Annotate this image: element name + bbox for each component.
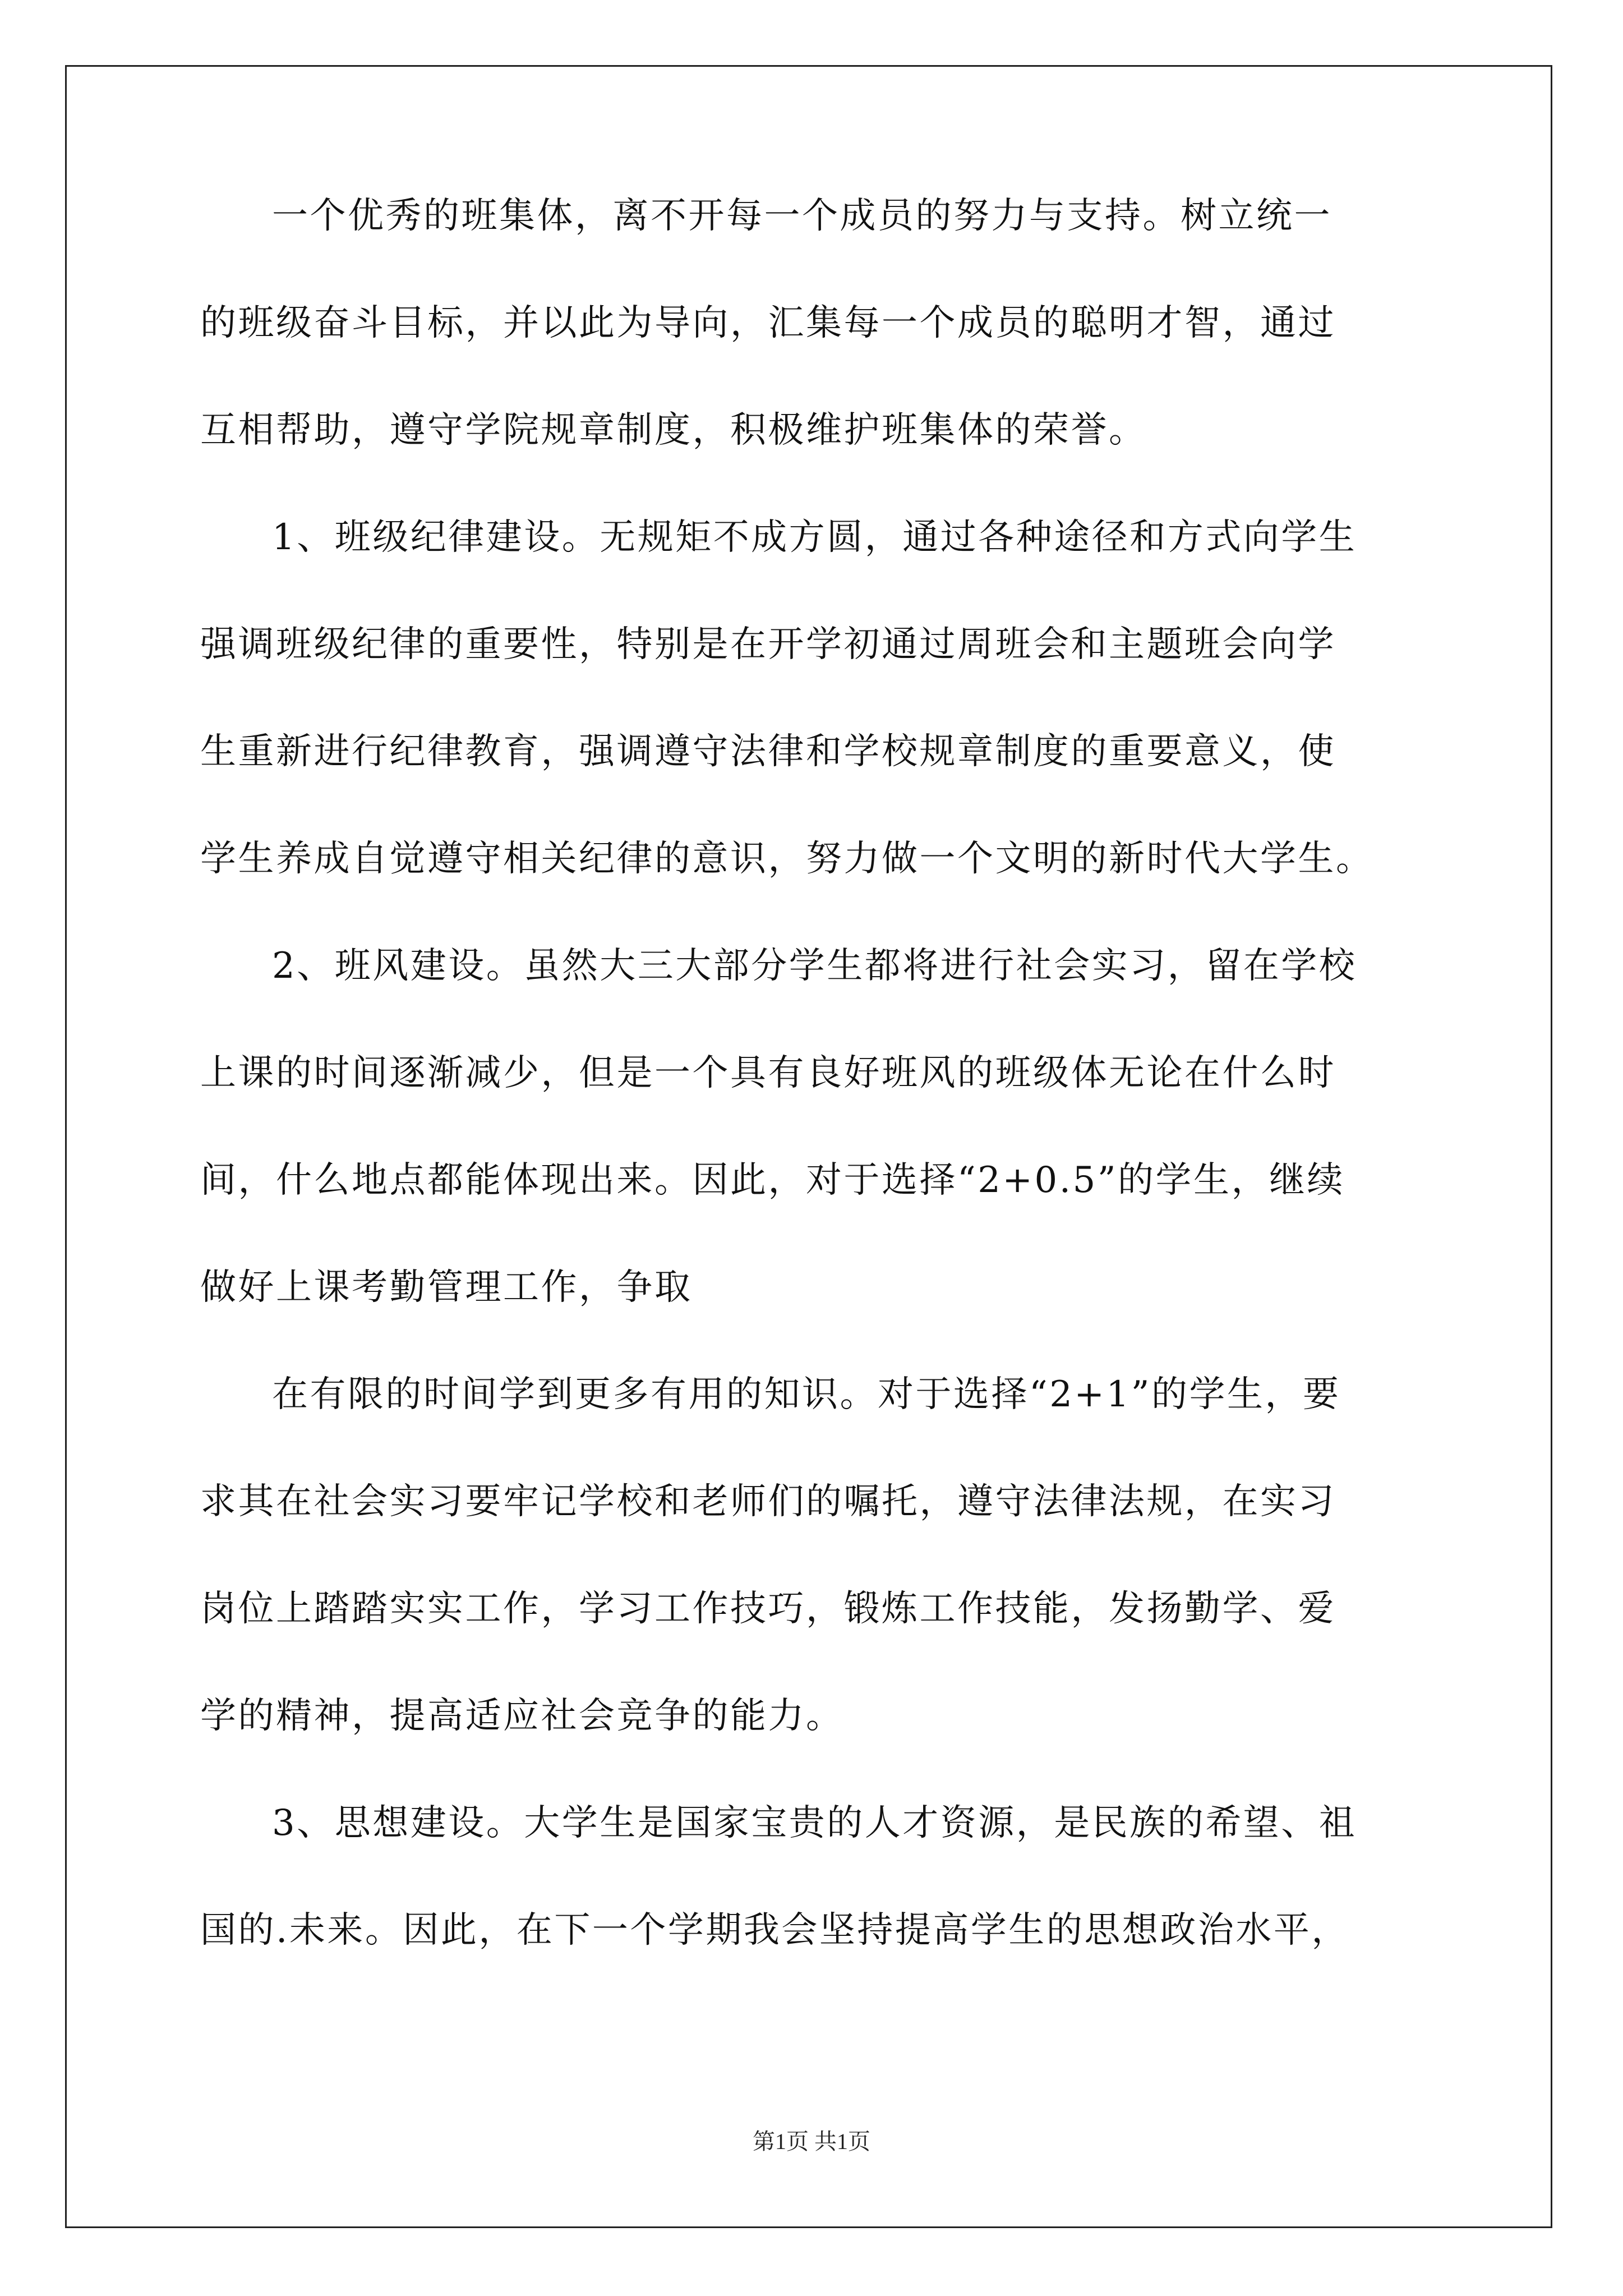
text-line: 在有限的时间学到更多有用的知识。对于选择“2+1”的学生，要 — [272, 1374, 1341, 1415]
text-line: 求其在社会实习要牢记学校和老师们的嘱托，遵守法律法规，在实习 — [200, 1481, 1336, 1522]
text-line: 国的.未来。因此，在下一个学期我会坚持提高学生的思想政治水平， — [200, 1910, 1349, 1951]
text-line: 一个优秀的班集体，离不开每一个成员的努力与支持。树立统一 — [272, 195, 1332, 237]
text-line: 学生养成自觉遵守相关纪律的意识，努力做一个文明的新时代大学生。 — [200, 838, 1374, 880]
text-line: 学的精神，提高适应社会竞争的能力。 — [200, 1695, 844, 1737]
text-line: 生重新进行纪律教育，强调遵守法律和学校规章制度的重要意义，使 — [200, 731, 1336, 772]
page-border — [65, 65, 1552, 2228]
text-line: 的班级奋斗目标，并以此为导向，汇集每一个成员的聪明才智，通过 — [200, 302, 1336, 344]
text-line: 3、思想建设。大学生是国家宝贵的人才资源，是民族的希望、祖 — [272, 1802, 1357, 1844]
page-number-footer: 第1页 共1页 — [753, 2129, 870, 2154]
text-line: 间，什么地点都能体现出来。因此，对于选择“2+0.5”的学生，继续 — [200, 1159, 1345, 1201]
text-line: 岗位上踏踏实实工作，学习工作技巧，锻炼工作技能，发扬勤学、爱 — [200, 1588, 1336, 1630]
text-line: 上课的时间逐渐减少，但是一个具有良好班风的班级体无论在什么时 — [200, 1052, 1336, 1094]
text-line: 做好上课考勤管理工作，争取 — [200, 1267, 693, 1308]
text-line: 1、班级纪律建设。无规矩不成方圆，通过各种途径和方式向学生 — [272, 517, 1357, 558]
text-line: 强调班级纪律的重要性，特别是在开学初通过周班会和主题班会向学 — [200, 624, 1336, 665]
text-line: 2、班风建设。虽然大三大部分学生都将进行社会实习，留在学校 — [272, 945, 1357, 987]
text-line: 互相帮助，遵守学院规章制度，积极维护班集体的荣誉。 — [200, 409, 1147, 451]
